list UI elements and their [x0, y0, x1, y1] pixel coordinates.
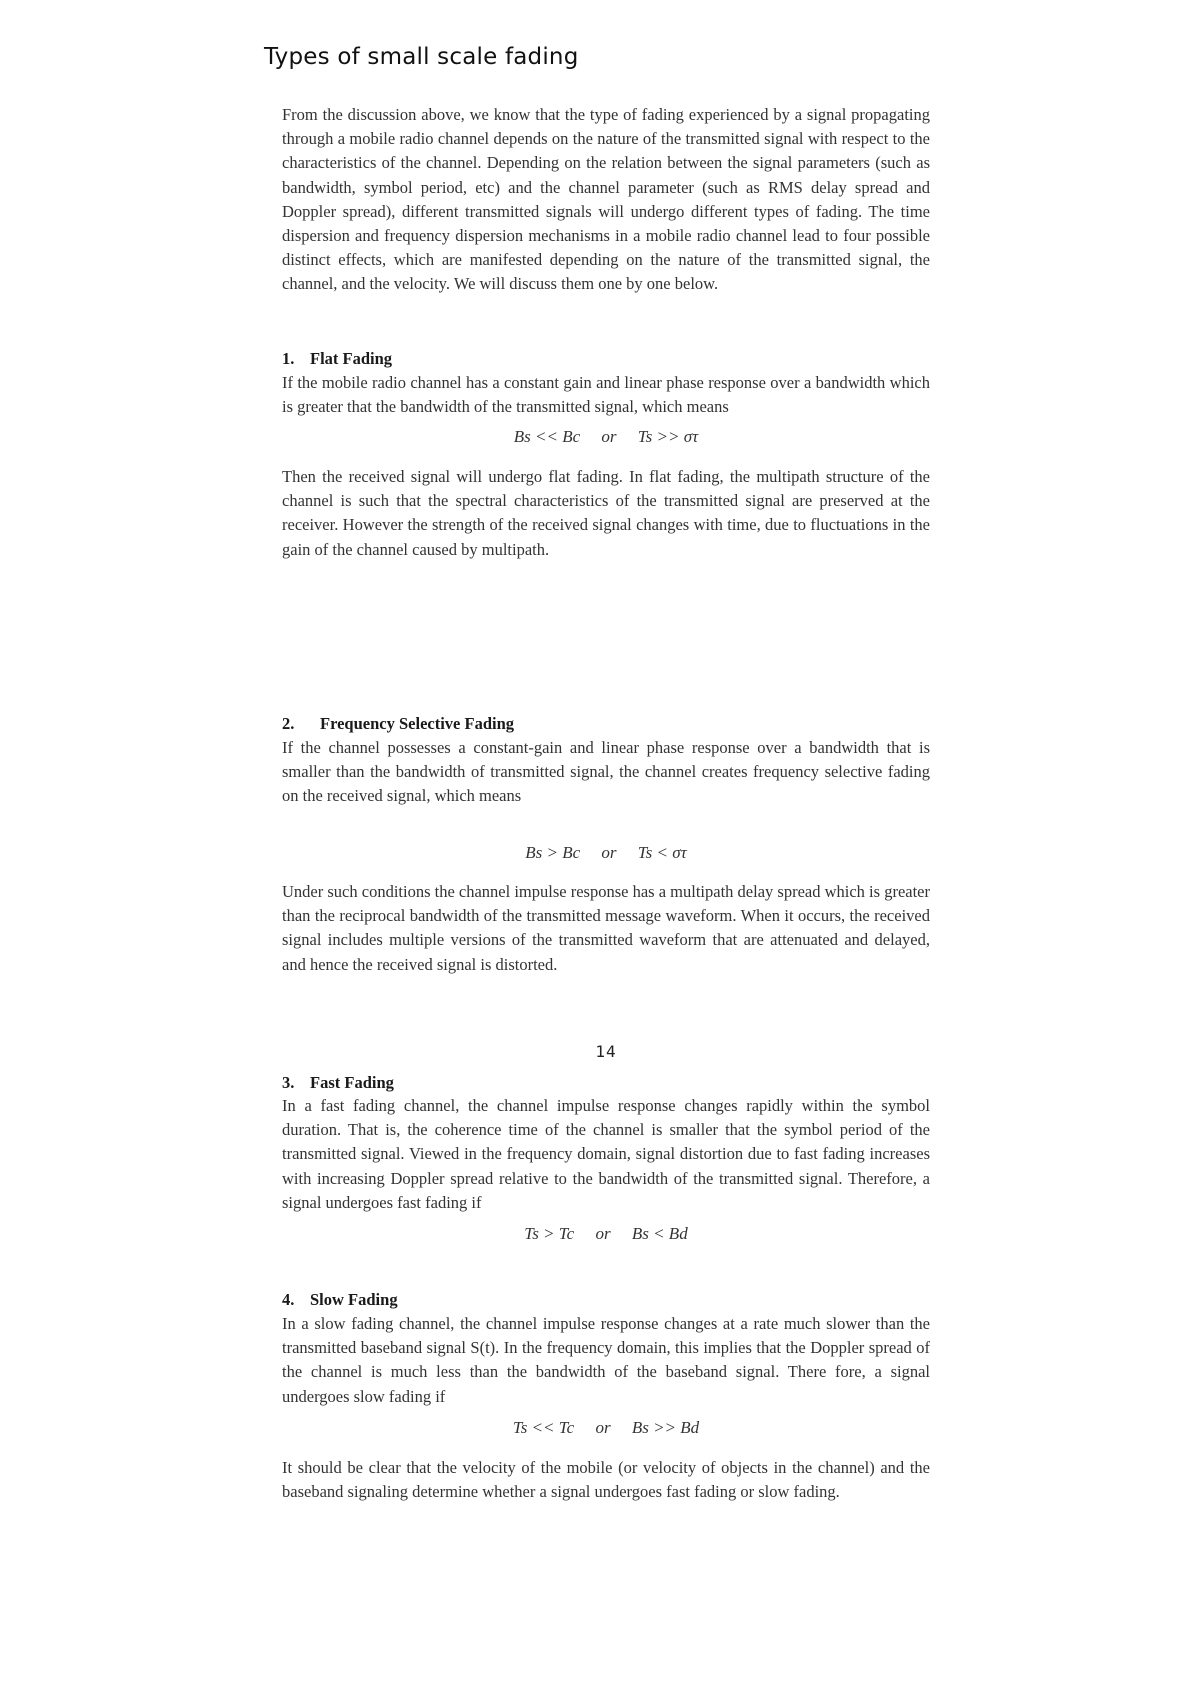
section-heading-fast-fading	[282, 1073, 394, 1093]
page-title: Types of small scale fading	[264, 44, 579, 70]
section-heading-flat-fading	[282, 349, 392, 369]
frequency-selective-equation: Bs > Bc or Ts < στ	[525, 843, 687, 862]
section-number: 3.	[282, 1073, 295, 1092]
section-number: 4.	[282, 1290, 295, 1309]
section-number: 2.	[282, 714, 295, 733]
fast-fading-text: In a fast fading channel, the channel impulse response changes rapidly within the symbol duration. That is, the coherence time of the channel is smaller that the symbol period of the transmitted signal. Viewed in the frequency domain, signal distortion due to fast fading increases with increasing Doppler spread relative to the bandwidth of the transmitted signal. Therefore, a signal undergoes fast fading if	[282, 1096, 930, 1212]
flat-fading-text: If the mobile radio channel has a constant gain and linear phase response over a bandwidth which is greater that the bandwidth of the transmitted signal, which means	[282, 373, 930, 417]
slow-fading-text: In a slow fading channel, the channel impulse response changes at a rate much slower than the transmitted baseband signal S(t). In the frequency domain, this implies that the Doppler spread of the channel is much less than the bandwidth of the baseband signal. There fore, a signal undergoes slow fading if	[282, 1314, 930, 1406]
page-number: 14	[595, 1042, 617, 1061]
slow-fading-equation: Ts << Tc or Bs >> Bd	[512, 1418, 700, 1437]
frequency-selective-after: Under such conditions the channel impulse response has a multipath delay spread which is greater than the reciprocal bandwidth of the transmitted message waveform. When it occurs, the received signal includes multiple versions of the transmitted waveform that are attenuated and delayed, and hence the received signal is distorted.	[282, 882, 930, 974]
section-title: Fast Fading	[310, 1073, 394, 1092]
slow-fading-after: It should be clear that the velocity of the mobile (or velocity of objects in the channel) and the baseband signaling determine whether a signal undergoes fast fading or slow fading.	[282, 1458, 930, 1502]
frequency-selective-text: If the channel possesses a constant-gain and linear phase response over a bandwidth that is smaller than the bandwidth of transmitted signal, the channel creates frequency selective fading on the received signal, which means	[282, 738, 930, 806]
section-heading-frequency-selective-fading	[282, 714, 514, 734]
section-title: Frequency Selective Fading	[320, 714, 515, 733]
flat-fading-after: Then the received signal will undergo flat fading. In flat fading, the multipath structure of the channel is such that the spectral characteristics of the transmitted signal are preserved at the receiver. However the strength of the received signal changes with time, due to fluctuations in the gain of the channel caused by multipath.	[282, 467, 930, 559]
fast-fading-equation: Ts > Tc or Bs < Bd	[524, 1224, 688, 1243]
intro-paragraph: From the discussion above, we know that the type of fading experienced by a signal propagating through a mobile radio channel depends on the nature of the transmitted signal with respect to the characteristics of the channel. Depending on the relation between the signal parameters (such as bandwidth, symbol period, etc) and the channel parameter (such as RMS delay spread and Doppler spread), different transmitted signals will undergo different types of fading. The time dispersion and frequency dispersion mechanisms in a mobile radio channel lead to four possible distinct effects, which are manifested depending on the nature of the transmitted signal, the channel, and the velocity. We will discuss them one by one below.	[282, 105, 930, 294]
section-title: Slow Fading	[310, 1290, 398, 1309]
flat-fading-equation: Bs << Bc or Ts >> στ	[513, 427, 699, 446]
section-title: Flat Fading	[310, 349, 393, 368]
section-number: 1.	[282, 349, 295, 368]
section-heading-slow-fading	[282, 1290, 398, 1310]
